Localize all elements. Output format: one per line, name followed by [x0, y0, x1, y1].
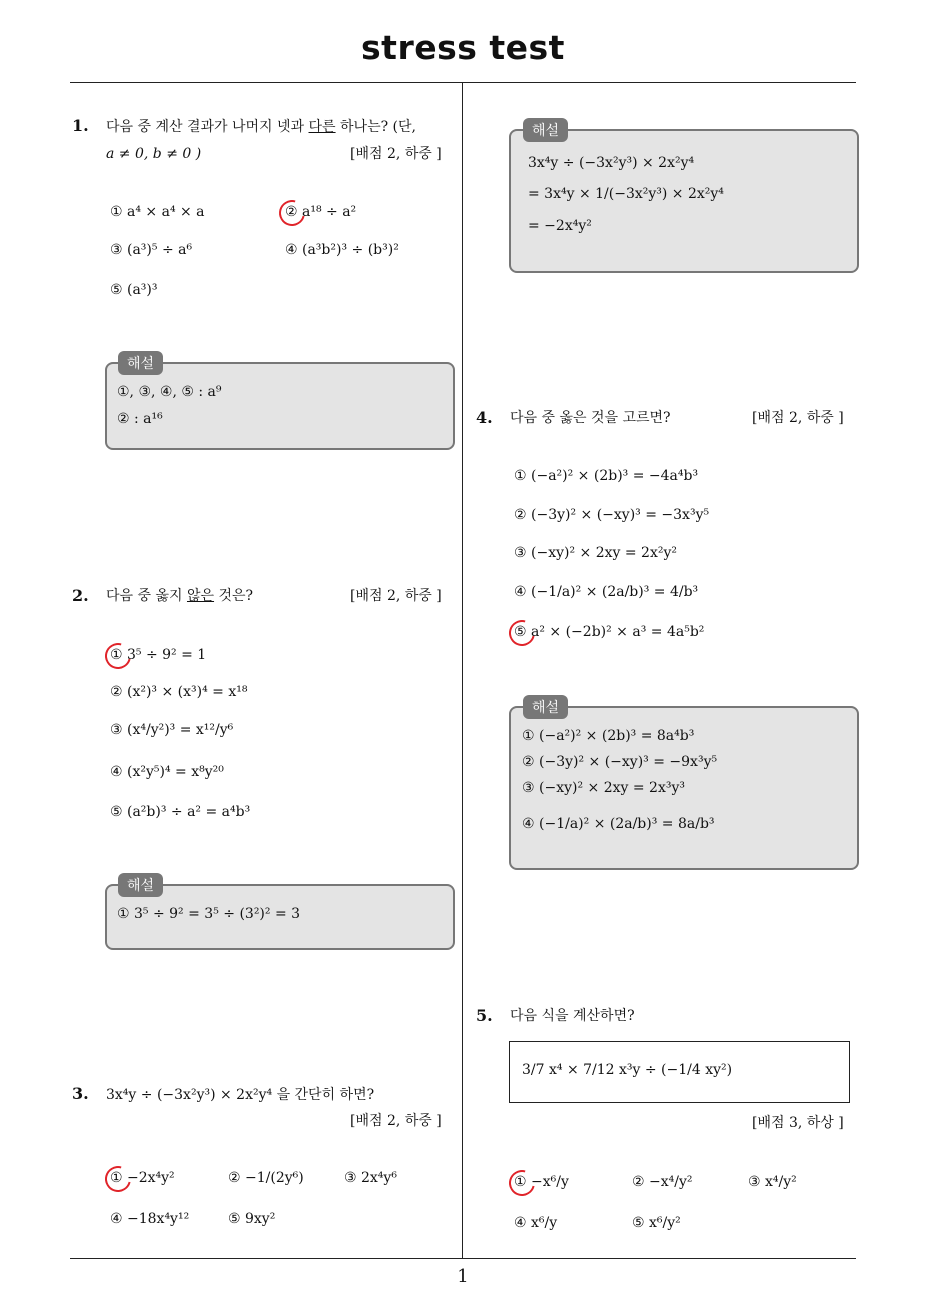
q1-text-a: 다음 중 계산 결과가 나머지 넷과: [106, 119, 309, 135]
q1-solution-line-2: ② : a¹⁶: [117, 411, 163, 427]
answer-mark: [100, 638, 136, 674]
answer-mark: [274, 195, 310, 231]
q3-choice-4[interactable]: ④ −18x⁴y¹²: [110, 1211, 190, 1227]
q5-choice-3[interactable]: ③ x⁴/y²: [748, 1174, 797, 1190]
q2-text-underlined: 않은: [186, 588, 215, 604]
q1-choice-1[interactable]: ① a⁴ × a⁴ × a: [110, 204, 205, 220]
answer-mark: [100, 1161, 136, 1197]
q1-number: 1.: [72, 116, 89, 135]
q4-text: 다음 중 옳은 것을 고르면?: [510, 410, 671, 426]
q1-choice-4[interactable]: ④ (a³b²)³ ÷ (b³)²: [285, 242, 399, 258]
q3-solution-line-3: = −2x⁴y²: [528, 218, 592, 234]
q4-choice-2[interactable]: ② (−3y)² × (−xy)³ = −3x³y⁵: [514, 507, 710, 523]
q4-choice-5[interactable]: ⑤ a² × (−2b)² × a³ = 4a⁵b²: [514, 624, 705, 640]
q4-choice-3[interactable]: ③ (−xy)² × 2xy = 2x²y²: [514, 545, 677, 561]
q1-choice-5[interactable]: ⑤ (a³)³: [110, 282, 158, 298]
q2-choice-4[interactable]: ④ (x²y⁵)⁴ = x⁸y²⁰: [110, 764, 224, 780]
q4-choice-1[interactable]: ① (−a²)² × (2b)³ = −4a⁴b³: [514, 468, 699, 484]
q5-text: 다음 식을 계산하면?: [510, 1008, 635, 1024]
q2-text-b: 것은?: [214, 588, 254, 604]
q3-solution-tag: 해설: [523, 118, 568, 142]
answer-mark: [504, 1165, 540, 1201]
q4-solution-line-1: ① (−a²)² × (2b)³ = 8a⁴b³: [522, 728, 695, 744]
q4-solution-line-3: ③ (−xy)² × 2xy = 2x³y³: [522, 780, 685, 796]
q1-score: [배점 2, 하중 ]: [350, 146, 442, 162]
q4-solution-line-2: ② (−3y)² × (−xy)³ = −9x³y⁵: [522, 754, 718, 770]
page-number: 1: [457, 1266, 469, 1287]
q5-expression: 3/7 x⁴ × 7/12 x³y ÷ (−1/4 xy²): [522, 1062, 733, 1078]
q2-choice-1[interactable]: ① 3⁵ ÷ 9² = 1: [110, 647, 207, 663]
q1-text: [106, 114, 416, 140]
q3-number: 3.: [72, 1084, 89, 1103]
answer-mark: [504, 615, 540, 651]
q2-text-a: 다음 중 옳지: [106, 588, 187, 604]
q3-score: [배점 2, 하중 ]: [350, 1113, 442, 1129]
q5-score: [배점 3, 하상 ]: [752, 1115, 844, 1131]
q5-choice-4[interactable]: ④ x⁶/y: [514, 1215, 558, 1231]
q5-number: 5.: [476, 1006, 493, 1025]
q3-choice-5[interactable]: ⑤ 9xy²: [228, 1211, 276, 1227]
q2-text: [106, 583, 253, 609]
q3-choice-1[interactable]: ① −2x⁴y²: [110, 1170, 175, 1186]
q1-choice-2[interactable]: ② a¹⁸ ÷ a²: [285, 204, 357, 220]
q2-solution-line-1: ① 3⁵ ÷ 9² = 3⁵ ÷ (3²)² = 3: [117, 906, 301, 922]
q4-number: 4.: [476, 408, 493, 427]
q4-score: [배점 2, 하중 ]: [752, 410, 844, 426]
header-rule: [70, 82, 856, 83]
q1-solution-line-1: ①, ③, ④, ⑤ : a⁹: [117, 384, 222, 400]
q4-solution-line-4: ④ (−1/a)² × (2a/b)³ = 8a/b³: [522, 816, 715, 832]
q1-choice-3[interactable]: ③ (a³)⁵ ÷ a⁶: [110, 242, 193, 258]
q2-choice-5[interactable]: ⑤ (a²b)³ ÷ a² = a⁴b³: [110, 804, 251, 820]
q2-solution-tag: 해설: [118, 873, 163, 897]
q5-choice-5[interactable]: ⑤ x⁶/y²: [632, 1215, 681, 1231]
q2-score: [배점 2, 하중 ]: [350, 588, 442, 604]
q4-solution-tag: 해설: [523, 695, 568, 719]
q5-choice-1[interactable]: ① −x⁶/y: [514, 1174, 569, 1190]
q1-solution-box: [105, 362, 455, 450]
q2-choice-2[interactable]: ② (x²)³ × (x³)⁴ = x¹⁸: [110, 684, 248, 700]
column-divider: [462, 83, 463, 1259]
q3-choice-2[interactable]: ② −1/(2y⁶): [228, 1170, 304, 1186]
q2-number: 2.: [72, 586, 89, 605]
q3-solution-line-2: = 3x⁴y × 1/(−3x²y³) × 2x²y⁴: [528, 186, 724, 202]
q1-text-b: 하나는? (단,: [335, 119, 416, 135]
q2-choice-3[interactable]: ③ (x⁴/y²)³ = x¹²/y⁶: [110, 722, 234, 738]
footer-rule: [70, 1258, 856, 1259]
q4-choice-4[interactable]: ④ (−1/a)² × (2a/b)³ = 4/b³: [514, 584, 699, 600]
q1-text-underlined: 다른: [308, 119, 336, 135]
q3-choice-3[interactable]: ③ 2x⁴y⁶: [344, 1170, 397, 1186]
q1-solution-tag: 해설: [118, 351, 163, 375]
page-title: stress test: [361, 28, 565, 67]
q3-text: 3x⁴y ÷ (−3x²y³) × 2x²y⁴ 을 간단히 하면?: [106, 1087, 375, 1103]
q5-choice-2[interactable]: ② −x⁴/y²: [632, 1174, 693, 1190]
q3-solution-line-1: 3x⁴y ÷ (−3x²y³) × 2x²y⁴: [528, 155, 695, 171]
q1-condition: a ≠ 0, b ≠ 0 ): [106, 146, 202, 162]
